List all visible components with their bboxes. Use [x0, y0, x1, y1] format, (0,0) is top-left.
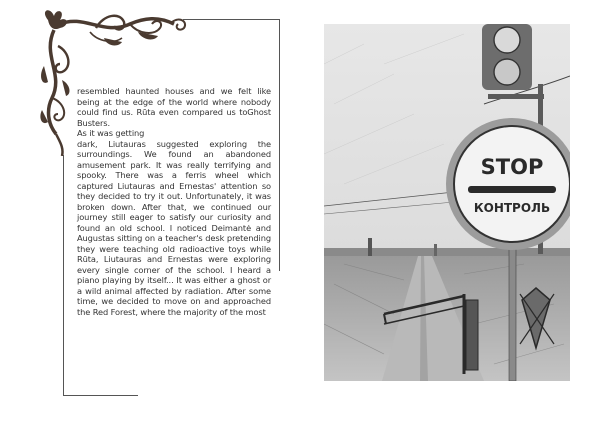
frame-rule-bottom	[63, 395, 138, 396]
sign-text-kontrol: КОНТРОЛЬ	[473, 201, 551, 215]
traffic-light	[482, 24, 532, 90]
frame-rule-left	[63, 155, 64, 396]
story-paragraph: dark, Liutauras suggested exploring the surroundings. We found an abandoned amusement park. It was really terrifying and spooky. There was a ferris wheel which captured Liutauras and Ernestas' attention so they decided to try it out. Unfortunately, it was broken down. After that, we continued our journey still eager to satisfy our curiosity and found an old school. I noticed Deimantė and Augustas sitting on a teacher's desk pretending they were teaching old radioactive toys while Rūta, Liutauras and Ernestas were exploring every single corner of the school. I heard a piano playing by itself... It was either a ghost or a wild animal affected by radiation. After some time, we decided to move on and approached the Red Forest, where the majority of the most	[77, 138, 271, 317]
story-paragraph: As it was getting	[77, 128, 145, 138]
pencil-drawing-stop-sign	[324, 24, 570, 381]
story-text	[77, 86, 271, 317]
fleur-petal	[45, 10, 67, 29]
sign-text-stop: STOP	[480, 155, 544, 179]
frame-rule-right	[279, 19, 280, 271]
frame-rule-top	[183, 19, 280, 20]
story-paragraph: resembled haunted houses and we felt like being at the edge of the world where nobody could find us. Rūta even compared us toGhost Busters.	[77, 86, 271, 128]
